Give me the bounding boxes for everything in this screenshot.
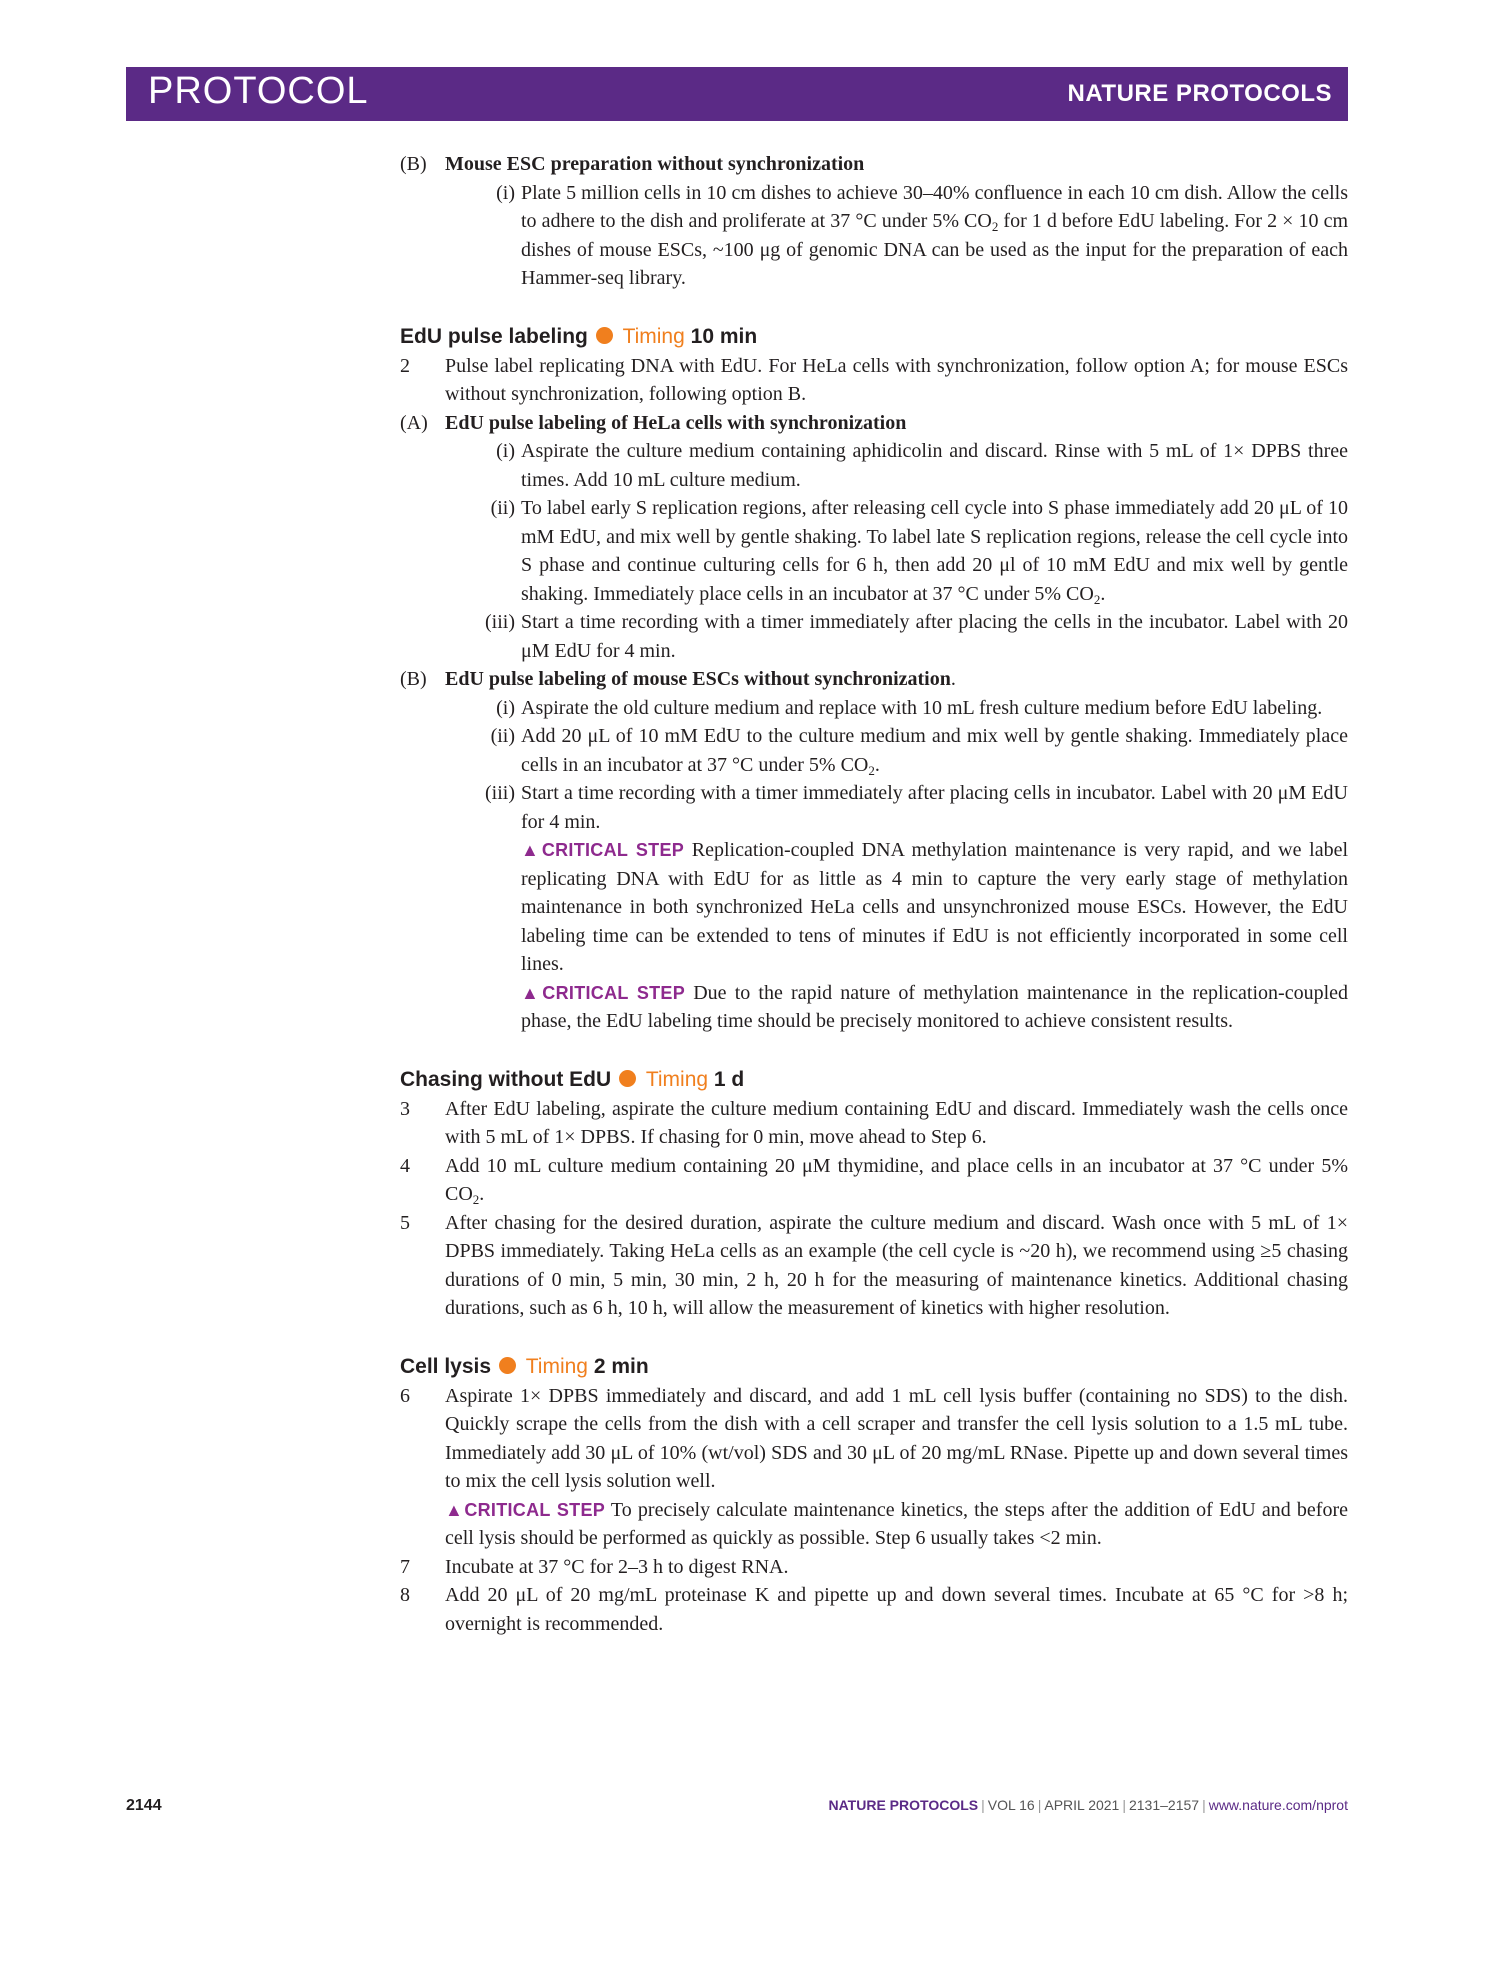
- section-heading-lysis: [400, 1352, 1348, 1382]
- section-type-label: PROTOCOL: [148, 70, 369, 112]
- journal-name: NATURE PROTOCOLS: [1067, 80, 1332, 107]
- step-7: [400, 1553, 1348, 1582]
- critical-step-note: [445, 1496, 1348, 1553]
- warning-triangle-icon: ▲: [521, 840, 542, 860]
- critical-step-label: [521, 983, 685, 1003]
- timing-dot-icon: [619, 1070, 636, 1087]
- substep-label: (i): [496, 696, 515, 719]
- step-text: After chasing for the desired duration, aspirate the culture medium and discard. Wash once with 5 mL of 1× DPBS immediately. Taking HeLa cells as an example (the cell cycle is ~20 h), we recommend using ≥5 chasing durations of 0 min, 5 min, 30 min, 2 h, 20 h for the measuring of maintenance kinetics. Additional chasing durations, such as 6 h, 10 h, will allow the measurement of kinetics with higher resolution.: [445, 1211, 1348, 1319]
- step-2: [400, 352, 1348, 409]
- critical-step-note: [521, 836, 1348, 979]
- footer-pages: 2131–2157: [1128, 1797, 1200, 1813]
- substep-text: Plate 5 million cells in 10 cm dishes to achieve 30–40% confluence in each 10 cm dish. Allow the cells to adhere to the dish and proliferate at 37 °C under 5% CO: [521, 181, 1348, 232]
- step-text: .: [479, 1183, 485, 1205]
- substep-text: .: [1100, 582, 1106, 605]
- substep-item: [485, 608, 1348, 665]
- heading-title: EdU pulse labeling: [400, 324, 588, 348]
- critical-note-text: Due to the rapid nature of methylation maintenance in the replication-coupled phase, the EdU labeling time should be precisely monitored to achieve consistent results.: [521, 981, 1349, 1032]
- timing-label: Timing: [645, 1067, 709, 1091]
- option-b-preparation: [400, 150, 1348, 179]
- step-3: [400, 1095, 1348, 1152]
- step-4: [400, 1152, 1348, 1209]
- substep-text: Start a time recording with a timer immediately after placing the cells in the incubator. Label with 20 μM EdU for 4 min.: [521, 611, 1348, 662]
- footer-date: APRIL 2021: [1044, 1797, 1120, 1813]
- critical-step-label: [445, 1500, 605, 1520]
- substep-text: Start a time recording with a timer immediately after placing cells in incubator. Label with 20 μM EdU for 4 min.: [521, 782, 1348, 833]
- step-number: 6: [400, 1384, 410, 1407]
- header-banner: [126, 67, 1348, 121]
- step-text: Incubate at 37 °C for 2–3 h to digest RNA.: [445, 1555, 789, 1578]
- step-text: Aspirate 1× DPBS immediately and discard, and add 1 mL cell lysis buffer (containing no SDS) to the dish. Quickly scrape the cells from the dish with a cell scraper and transfer the cell lysis solution to a 1.5 mL tube. Immediately add 30 μL of 10% (wt/vol) SDS and 30 μL of 20 mg/mL RNase. Pipette up and down several times to mix the cell lysis solution well.: [445, 1384, 1348, 1492]
- substep-label: (i): [496, 181, 515, 204]
- substep-label: (iii): [485, 782, 515, 804]
- step-text: Add 20 μL of 20 mg/mL proteinase K and pipette up and down several times. Incubate at 65 °C for >8 h; overnight is recommended.: [445, 1584, 1348, 1635]
- footer-citation: NATURE PROTOCOLS | VOL 16 | APRIL 2021 | 2131–2157 | www.nature.com/nprot: [828, 1797, 1348, 1813]
- subscript: 2: [472, 1192, 480, 1207]
- substep-label: (iii): [485, 611, 515, 633]
- substep-item: [496, 694, 1348, 723]
- timing-value: 2 min: [593, 1354, 649, 1378]
- section-heading-edu: [400, 322, 1348, 352]
- substep-text: Aspirate the culture medium containing aphidicolin and discard. Rinse with 5 mL of 1× DPBS three times. Add 10 mL culture medium.: [521, 440, 1348, 491]
- critical-step-text: CRITICAL STEP: [542, 982, 686, 1003]
- warning-triangle-icon: ▲: [445, 1499, 465, 1520]
- critical-step-label: [521, 840, 684, 860]
- critical-note-text: To precisely calculate maintenance kinetics, the steps after the addition of EdU and before cell lysis should be performed as quickly as possible. Step 6 usually takes <2 min.: [445, 1498, 1348, 1549]
- option-title: EdU pulse labeling of mouse ESCs without synchronization: [445, 668, 951, 690]
- substep-text: Aspirate the old culture medium and replace with 10 mL fresh culture medium before EdU labeling.: [521, 696, 1323, 719]
- substep-item: [490, 722, 1348, 779]
- option-a: [400, 409, 1348, 438]
- substep-text: To label early S replication regions, after releasing cell cycle into S phase immediately add 20 μL of 10 mM EdU, and mix well by gentle shaking. To label late S replication regions, release the cell cycle into S phase and continue culturing cells for 6 h, then add 20 μl of 10 mM EdU and mix well by gentle shaking. Immediately place cells in an incubator at 37 °C under 5% CO: [521, 497, 1348, 605]
- substep-item: [485, 779, 1348, 836]
- step-number: 3: [400, 1097, 410, 1120]
- step-5: [400, 1209, 1348, 1323]
- step-number: 8: [400, 1584, 410, 1606]
- substep-text: .: [874, 753, 880, 776]
- substep-text: Add 20 μL of 10 mM EdU to the culture medium and mix well by gentle shaking. Immediately place cells in an incubator at 37 °C under 5% CO: [521, 725, 1348, 776]
- step-number: 7: [400, 1555, 410, 1578]
- timing-value: 1 d: [713, 1067, 745, 1091]
- option-title-end: .: [950, 668, 956, 690]
- timing-dot-icon: [499, 1357, 516, 1374]
- timing-dot-icon: [596, 327, 613, 344]
- substep-label: (ii): [490, 497, 515, 519]
- option-title: EdU pulse labeling of HeLa cells with synchronization: [445, 411, 907, 434]
- heading-title: Chasing without EdU: [400, 1067, 612, 1091]
- step-text: Add 10 mL culture medium containing 20 μM thymidine, and place cells in an incubator at 37 °C under 5% CO: [445, 1154, 1348, 1205]
- option-b: [400, 665, 1348, 694]
- warning-triangle-icon: ▲: [521, 982, 543, 1003]
- critical-step-text: CRITICAL STEP: [541, 840, 685, 860]
- step-6: [400, 1382, 1348, 1553]
- option-title: Mouse ESC preparation without synchronization: [445, 153, 865, 175]
- subscript: 2: [868, 762, 875, 778]
- subscript: 2: [1093, 591, 1101, 607]
- substep-item: [496, 179, 1348, 293]
- option-label: (B): [400, 153, 427, 175]
- option-label: (A): [400, 411, 428, 434]
- main-content: [0, 150, 1489, 1638]
- step-8: [400, 1581, 1348, 1638]
- step-number: 5: [400, 1211, 410, 1234]
- footer-journal: NATURE PROTOCOLS: [828, 1797, 979, 1813]
- substep-item: [490, 494, 1348, 608]
- substep-label: (ii): [490, 725, 515, 747]
- footer-url-link[interactable]: www.nature.com/nprot: [1208, 1797, 1348, 1813]
- step-text: Pulse label replicating DNA with EdU. For HeLa cells with synchronization, follow option A; for mouse ESCs without synchronization, following option B.: [445, 354, 1348, 405]
- critical-step-text: CRITICAL STEP: [464, 1499, 606, 1520]
- timing-label: Timing: [525, 1354, 588, 1378]
- step-text: After EdU labeling, aspirate the culture medium containing EdU and discard. Immediately wash the cells once with 5 mL of 1× DPBS. If chasing for 0 min, move ahead to Step 6.: [445, 1097, 1348, 1148]
- critical-step-note: [521, 979, 1348, 1036]
- timing-label: Timing: [622, 324, 685, 348]
- option-label: (B): [400, 668, 427, 690]
- footer-volume: VOL 16: [987, 1797, 1035, 1813]
- subscript: 2: [991, 219, 999, 234]
- section-heading-chase: [400, 1065, 1348, 1095]
- step-number: 2: [400, 354, 410, 377]
- substep-item: [496, 437, 1348, 494]
- substep-label: (i): [496, 440, 515, 462]
- substep-text: for 1 d before EdU labeling. For 2 × 10 cm dishes of mouse ESCs, ~100 μg of genomic DNA can be used as the input for the preparation of each Hammer-seq library.: [521, 210, 1348, 289]
- critical-note-text: Replication-coupled DNA methylation maintenance is very rapid, and we label replicating DNA with EdU for as little as 4 min to capture the very early stage of methylation maintenance in both synchronized HeLa cells and unsynchronized mouse ESCs. However, the EdU labeling time can be extended to tens of minutes if EdU is not efficiently incorporated in some cell lines.: [521, 839, 1349, 975]
- step-number: 4: [400, 1154, 410, 1177]
- timing-value: 10 min: [690, 324, 758, 348]
- page-number: 2144: [126, 1797, 162, 1814]
- heading-title: Cell lysis: [400, 1354, 492, 1378]
